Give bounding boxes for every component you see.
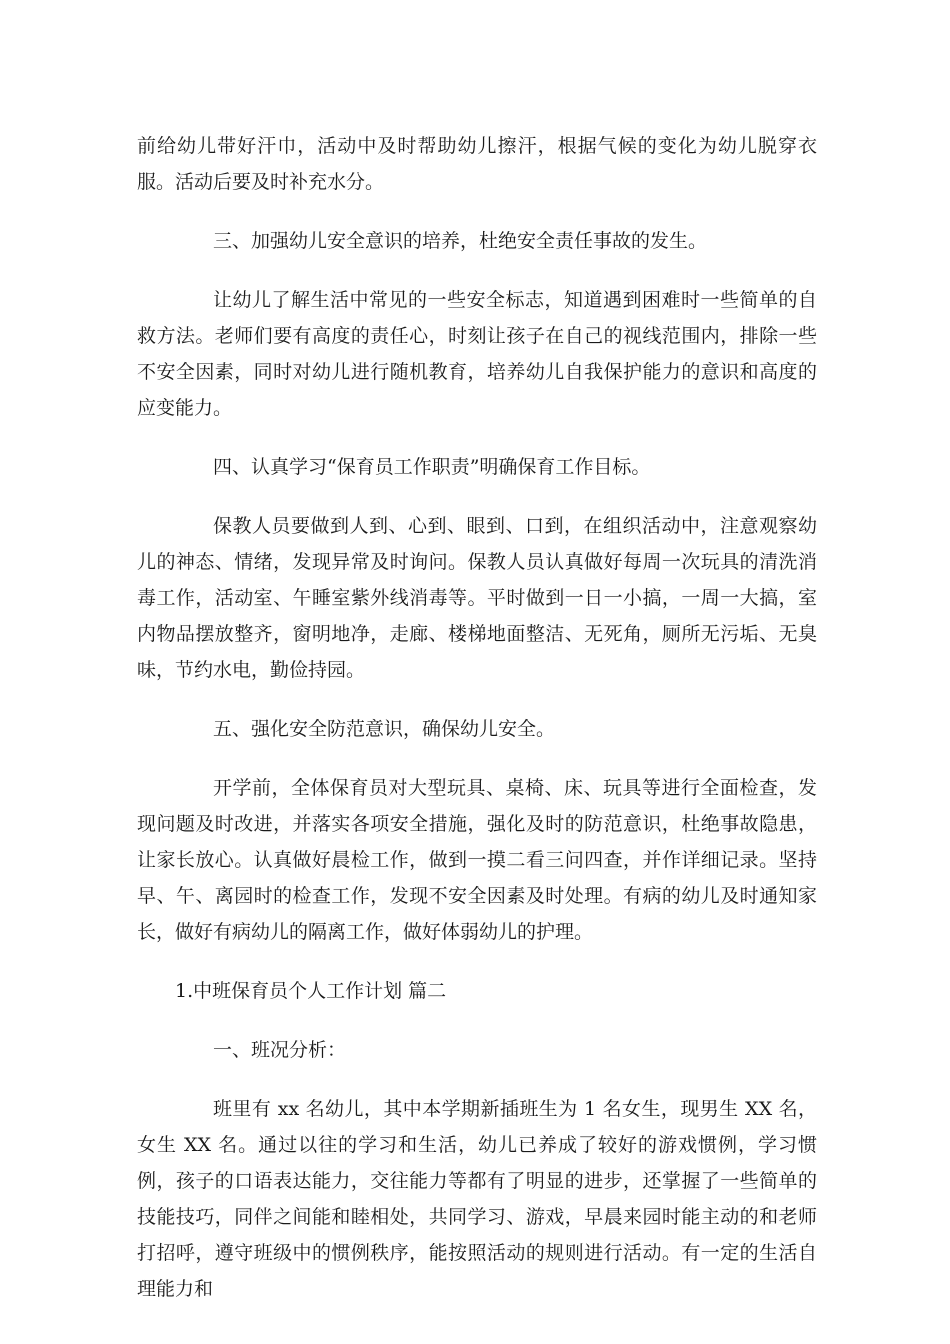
document-body <box>137 128 817 1330</box>
paragraph-continued: 前给幼儿带好汗巾，活动中及时帮助幼儿擦汗，根据气候的变化为幼儿脱穿衣服。活动后要及时补充水分。 <box>137 135 817 193</box>
paragraph-hygiene-duties: 保教人员要做到人到、心到、眼到、口到，在组织活动中，注意观察幼儿的神态、情绪，发现异常及时询问。保教人员认真做好每周一次玩具的清洗消毒工作，活动室、午睡室紫外线消毒等。平时做到一日一小搞，一周一大搞，室内物品摆放整齐，窗明地净，走廊、楼梯地面整洁、无死角，厕所无污垢、无臭味，节约水电，勤俭持园。 <box>137 515 817 681</box>
paragraph-safety-checks: 开学前，全体保育员对大型玩具、桌椅、床、玩具等进行全面检查，发现问题及时改进，并落实各项安全措施，强化及时的防范意识，杜绝事故隐患，让家长放心。认真做好晨检工作，做到一摸二看三问四查，并作详细记录。坚持早、午、离园时的检查工作，发现不安全因素及时处理。有病的幼儿及时通知家长，做好有病幼儿的隔离工作，做好体弱幼儿的护理。 <box>137 777 817 943</box>
section-heading-five: 五、强化安全防范意识，确保幼儿安全。 <box>213 718 556 740</box>
section-heading-one: 一、班况分析： <box>213 1039 347 1061</box>
paragraph-class-analysis: 班里有 xx 名幼儿，其中本学期新插班生为 1 名女生，现男生 XX 名，女生 XX 名。通过以往的学习和生活，幼儿已养成了较好的游戏惯例，学习惯例，孩子的口语表达能力，交往能力等都有了明显的进步，还掌握了一些简单的技能技巧，同伴之间能和睦相处，共同学习、游戏，早晨来园时能主动的和老师打招呼，遵守班级中的惯例秩序，能按照活动的规则进行活动。有一定的生活自理能力和 <box>137 1098 817 1300</box>
section-heading-three: 三、加强幼儿安全意识的培养，杜绝安全责任事故的发生。 <box>213 230 708 252</box>
article-title-part-two: 1.中班保育员个人工作计划 篇二 <box>175 980 447 1002</box>
section-heading-four: 四、认真学习“保育员工作职责”明确保育工作目标。 <box>213 456 651 478</box>
paragraph-safety-awareness: 让幼儿了解生活中常见的一些安全标志，知道遇到困难时一些简单的自救方法。老师们要有高度的责任心，时刻让孩子在自己的视线范围内，排除一些不安全因素，同时对幼儿进行随机教育，培养幼儿自我保护能力的意识和高度的应变能力。 <box>137 289 817 419</box>
